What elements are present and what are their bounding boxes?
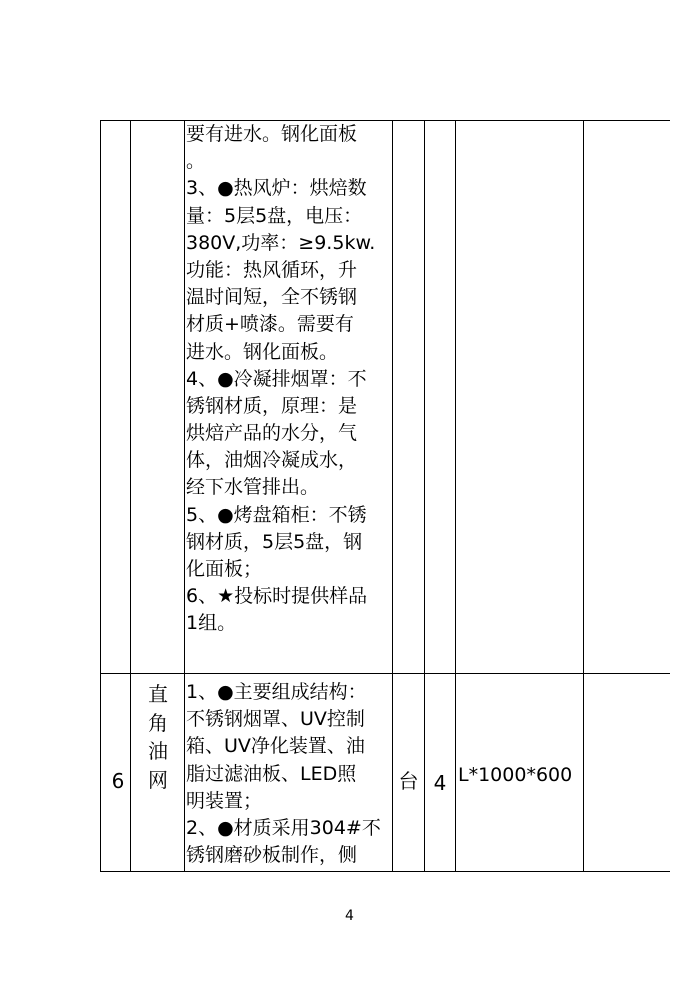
description-line: 温时间短，全不锈钢 (186, 286, 358, 309)
item-name-char: 油 (148, 739, 168, 763)
description-line: 材质+喷漆。需要有 (186, 313, 354, 336)
description-line: 体，油烟冷凝成水， (186, 449, 358, 472)
description-line: 1、●主要组成结构： (186, 681, 367, 703)
item-name-char: 角 (148, 710, 168, 735)
description-line: 要有进水。钢化面板 (186, 123, 358, 145)
description-line: 明装置； (186, 789, 263, 812)
col-border-quantity (455, 120, 456, 872)
description-line: 3、●热风炉：烘焙数 (186, 177, 367, 200)
description-line: 不锈钢烟罩、UV控制 (186, 708, 365, 731)
description-line: 。 (186, 150, 206, 173)
description-line: 烘焙产品的水分，气 (186, 422, 358, 445)
description-line: 5、●烤盘箱柜：不锈 (186, 503, 367, 526)
description-line: 钢材质，5层5盘，钢 (186, 530, 363, 553)
col-border-left (100, 120, 101, 872)
row-number: 6 (111, 769, 125, 793)
unit-cell: 台 (398, 769, 419, 793)
description-line: 6、★投标时提供样品 (186, 585, 368, 608)
spec-cell: L*1000*600 (458, 764, 573, 786)
description-line: 4、●冷凝排烟罩：不 (186, 367, 367, 390)
col-border-name (184, 120, 185, 872)
col-border-unit (424, 120, 425, 872)
page-number: 4 (345, 908, 354, 924)
description-line: 箱、UV净化装置、油 (186, 735, 365, 758)
top-row-description (186, 121, 390, 638)
table-bottom-border (100, 871, 670, 872)
row-divider (100, 673, 670, 674)
description-line: 经下水管排出。 (186, 476, 320, 499)
item-name-char: 网 (148, 767, 168, 792)
col-border-description (392, 120, 393, 872)
description-line: 锈钢磨砂板制作，侧 (186, 844, 358, 867)
quantity-cell: 4 (433, 771, 447, 795)
description-line: 2、●材质采用304#不 (186, 816, 381, 839)
description-line: 进水。钢化面板。 (186, 340, 339, 363)
description-line: 脂过滤油板、LED照 (186, 762, 357, 785)
description-line: 锈钢材质，原理：是 (186, 394, 358, 417)
item-name (146, 680, 170, 794)
col-border-spec (583, 120, 584, 872)
description-line: 380V,功率：≥9.5kw. (186, 231, 376, 254)
description-line: 功能：热风循环，升 (186, 258, 358, 281)
row-6-description (186, 679, 390, 869)
col-border-number (130, 120, 131, 872)
item-name-char: 直 (148, 682, 168, 706)
description-line: 化面板； (186, 558, 263, 580)
description-line: 1组。 (186, 612, 237, 635)
description-line: 量：5层5盘，电压： (186, 204, 363, 227)
